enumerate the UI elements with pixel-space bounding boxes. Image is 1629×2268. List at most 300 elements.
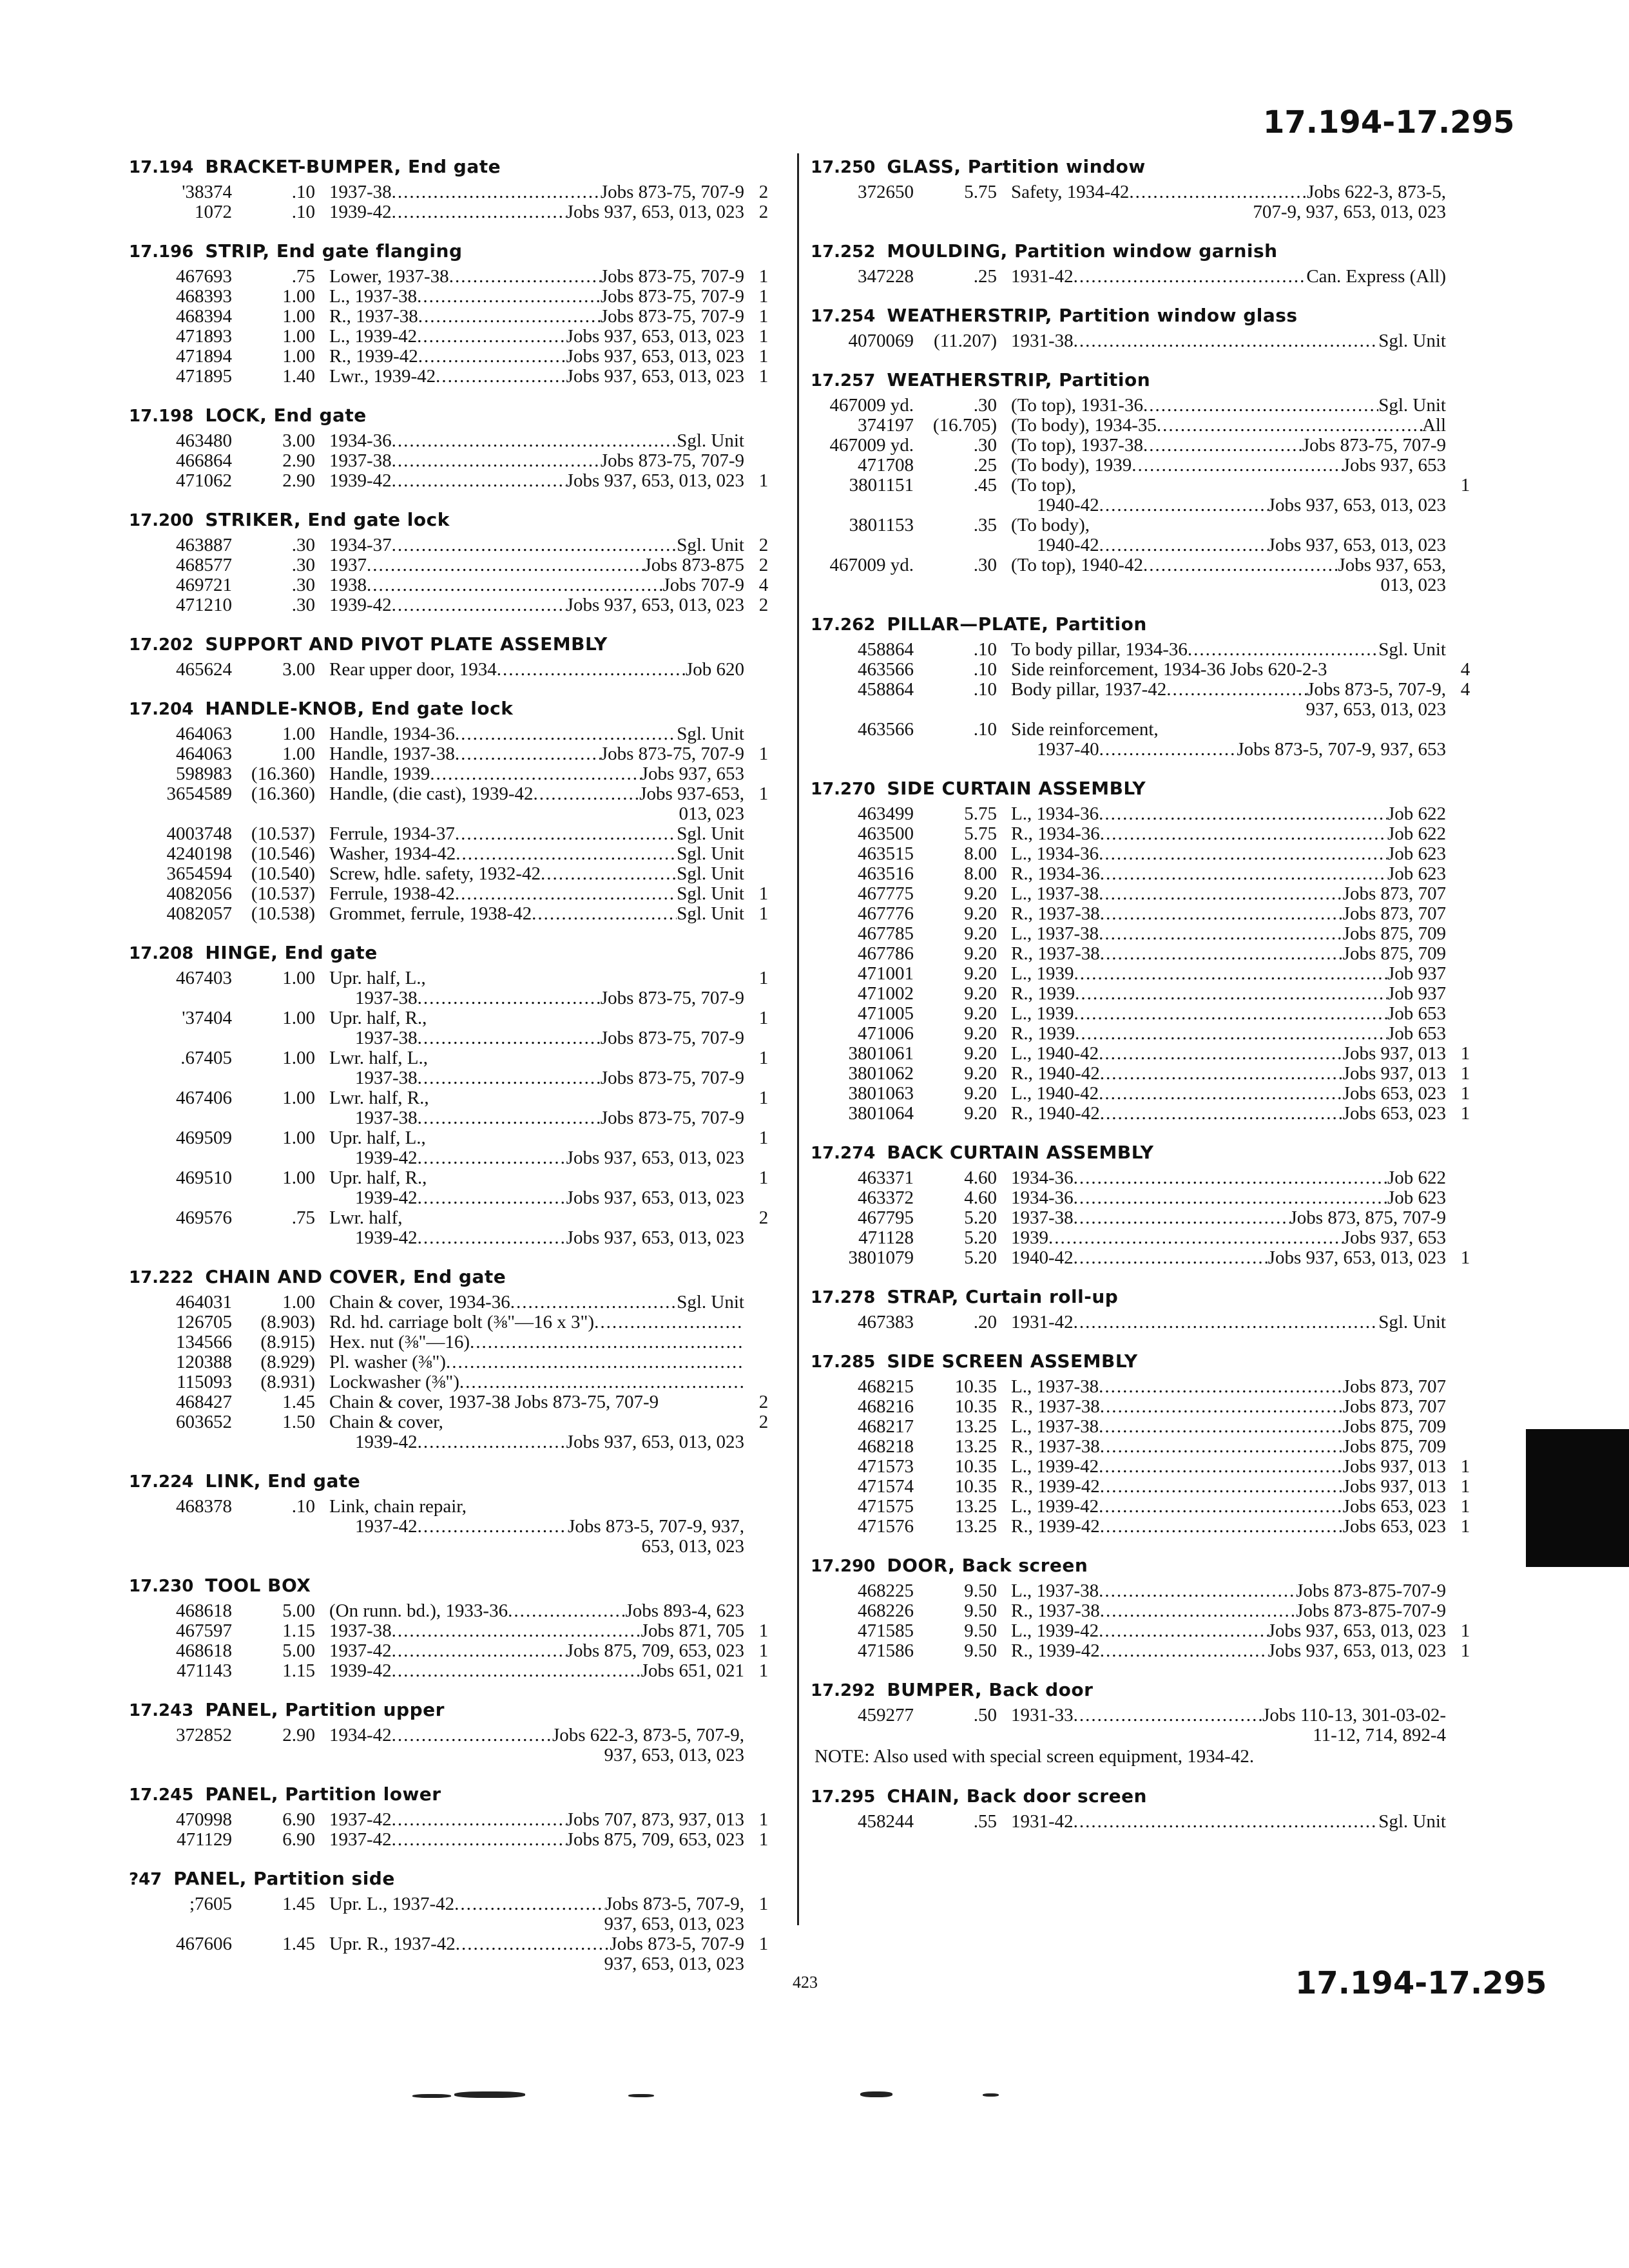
description-text: Side reinforcement, 1934-36 Jobs 620-2-3 [1011,659,1327,680]
part-price: 10.35 [954,1376,997,1397]
part-price: 2.90 [282,1725,315,1745]
part-price: 4.60 [964,1187,997,1208]
quantity: 1 [758,366,769,387]
description-leader-line [329,744,744,764]
description-leader-line [1011,1477,1446,1497]
part-description [329,1372,744,1392]
description-leader-line [1011,456,1446,476]
description-leader-line [1011,1517,1446,1537]
part-description [329,1312,744,1332]
part-row [811,476,1485,515]
section-title: CHAIN AND COVER, End gate [205,1266,506,1287]
description-text: 1934-36 [329,430,392,451]
part-description [329,724,744,744]
job-applicability: Job 623 [1387,863,1446,884]
part-row [129,367,783,387]
part-number: 471128 [858,1227,914,1248]
part-row [811,1706,1485,1745]
part-number: 126705 [176,1312,232,1332]
description-leader-line [1011,964,1446,984]
catalog-section [129,1698,783,1765]
part-number: 468394 [176,306,232,327]
job-applicability: Jobs 653, 023 [1342,1103,1446,1124]
description-leader-line [329,347,744,367]
part-row [811,1477,1485,1497]
job-applicability: Sgl. Unit [677,883,744,904]
section-number: 17.295 [811,1787,876,1807]
part-price: 9.20 [964,883,997,904]
part-row [129,1830,783,1850]
job-applicability: Job 623 [1387,1187,1446,1208]
section-title: SUPPORT AND PIVOT PLATE ASSEMBLY [205,633,608,655]
quantity: 4 [1460,659,1470,680]
part-row [129,1725,783,1765]
part-description [1011,476,1446,515]
part-row [811,824,1485,844]
part-description [329,1894,744,1934]
part-number: 1072 [195,202,232,222]
job-applicability: Jobs 873, 707 [1342,883,1446,904]
catalog-section [129,1867,783,1974]
part-description [1011,436,1446,456]
section-title: WEATHERSTRIP, Partition [887,369,1151,390]
part-row [811,1812,1485,1832]
job-applicability: Jobs 651, 021 [641,1660,744,1681]
job-applicability: Jobs 875, 709 [1342,1416,1446,1437]
section-number: 17.196 [129,242,194,262]
job-applicability: Jobs 873-75, 707-9 [600,988,744,1008]
part-price: 1.00 [282,1088,315,1108]
job-applicability: Jobs 937, 653, 013, 023 [566,202,744,222]
part-number: 471586 [858,1640,914,1661]
description-text: R., 1937-38 [1011,903,1100,924]
description-text: 1940-42 [1011,1247,1074,1268]
part-row [129,884,783,904]
part-price: 10.35 [954,1456,997,1477]
leader-dots [418,1432,566,1452]
job-applicability: Sgl. Unit [677,843,744,864]
part-row [811,1397,1485,1417]
description-leader-line [329,1372,744,1392]
description-text: 1931-33 [1011,1705,1074,1725]
job-applicability: Jobs 873-75, 707-9 [600,286,744,307]
quantity: 2 [758,182,769,202]
job-applicability-continued: 11-12, 714, 892-4 [1313,1725,1446,1745]
leader-dots [1143,555,1338,575]
part-number: 468225 [858,1581,914,1601]
description-text: R., 1939-42 [1011,1640,1100,1661]
part-row [129,327,783,347]
part-description [329,367,744,387]
part-row [129,864,783,884]
part-price: 9.50 [964,1600,997,1621]
part-row [129,968,783,1008]
quantity: 1 [1460,475,1470,495]
description-leader-line [329,1352,744,1372]
part-row [811,396,1485,416]
part-price: .45 [973,475,997,495]
year-range: 1939-42 [355,1432,418,1452]
part-price: 1.00 [282,1128,315,1148]
description-text: (To top), 1937-38 [1011,435,1143,456]
section-number: 17.257 [811,371,876,390]
job-applicability: Job 653 [1387,1003,1446,1024]
leader-dots [367,575,663,595]
part-number: 467383 [858,1312,914,1332]
leader-dots [455,724,677,744]
job-applicability: Jobs 873-5, 707-9, [605,1894,744,1914]
part-description [1011,720,1446,760]
part-row [129,1601,783,1621]
part-description [1011,1706,1446,1745]
part-price: 9.20 [964,923,997,944]
job-applicability: Job 620 [685,659,744,680]
thumb-index-tab [1526,1429,1629,1567]
part-price: (10.540) [251,863,315,884]
section-number: 17.292 [811,1681,876,1700]
part-price: (11.207) [934,331,997,351]
quantity: 1 [1460,1103,1470,1124]
job-applicability: Jobs 873-75, 707-9 [600,1108,744,1128]
section-heading [129,941,783,966]
section-heading [129,632,783,657]
quantity: 1 [758,968,769,988]
section-heading [129,155,783,180]
part-price: .10 [291,1496,315,1517]
description-text: L., 1940-42 [1011,1083,1099,1104]
description-leader-line [1011,495,1446,515]
quantity: 1 [758,326,769,347]
leader-dots [1143,436,1302,456]
part-price: 9.20 [964,1003,997,1024]
quantity: 1 [758,1809,769,1830]
section-title: SIDE CURTAIN ASSEMBLY [887,778,1146,799]
part-number: '37404 [182,1008,232,1028]
part-number: '38374 [182,182,232,202]
job-applicability-continued: 937, 653, 013, 023 [604,1914,744,1934]
year-range: 1939-42 [355,1227,418,1248]
description-text: Ferrule, 1934-37 [329,823,455,844]
part-row [811,804,1485,824]
part-number: 4240198 [166,843,232,864]
part-price: 6.90 [282,1809,315,1830]
year-range: 1937-38 [355,1028,418,1048]
description-leader-line [1011,1621,1446,1641]
part-number: 471575 [858,1496,914,1517]
description-leader-line [329,1641,744,1661]
part-row [129,1392,783,1412]
leader-dots [1075,984,1387,1004]
job-applicability: Jobs 873, 875, 707-9 [1289,1207,1446,1228]
part-number: 347228 [858,266,914,287]
part-number: 471005 [858,1003,914,1024]
leader-dots [1099,535,1268,555]
part-row [811,456,1485,476]
description-leader-line [329,864,744,884]
part-row [129,431,783,451]
part-number: 134566 [176,1332,232,1352]
scan-smudge [454,2091,525,2098]
part-row [811,1601,1485,1621]
part-row [129,1208,783,1248]
description-leader-line [329,1810,744,1830]
description-text: (To top), 1940-42 [1011,555,1143,575]
part-row [129,1372,783,1392]
leader-dots [454,1894,605,1914]
description-text: L., 1939-42 [329,326,418,347]
part-number: 4070069 [848,331,914,351]
description-leader-line [1011,640,1446,660]
leader-dots [1166,680,1307,700]
scan-smudge [983,2093,999,2097]
description-line: Upr. half, L., [329,968,426,988]
job-applicability: Jobs 937, 653 [1342,455,1446,476]
part-price: (16.360) [251,764,315,784]
job-applicability: Job 623 [1387,843,1446,864]
job-applicability-continued: 653, 013, 023 [641,1536,744,1557]
description-text: R., 1937-38 [1011,943,1100,964]
job-applicability: Sgl. Unit [1378,639,1446,660]
job-applicability: Job 622 [1387,803,1446,824]
catalog-section [129,1782,783,1850]
description-leader-line [1011,1312,1446,1332]
description-leader-line [329,1830,744,1850]
quantity: 1 [758,346,769,367]
job-applicability: Sgl. Unit [677,863,744,884]
leader-dots [1132,456,1342,476]
job-applicability: Jobs 937, 653, 013, 023 [1268,1620,1446,1641]
part-row [811,1437,1485,1457]
description-leader-line [1011,555,1446,575]
description-text: 1931-42 [1011,1312,1074,1332]
page-range-header: 17.194-17.295 [1263,104,1515,140]
part-description [1011,267,1446,287]
part-price: .10 [973,719,997,740]
job-applicability: Jobs 937, 653, 013, 023 [566,1227,744,1248]
description-text: L., 1934-36 [1011,843,1099,864]
section-title: PANEL, Partition side [173,1868,395,1889]
part-number: 374197 [858,415,914,436]
description-leader-line [329,1661,744,1681]
description-text: L., 1939-42 [1011,1456,1099,1477]
part-number: 469721 [176,575,232,595]
job-applicability: Jobs 873-75, 707-9 [600,1068,744,1088]
description-leader-line [1011,1044,1446,1064]
leader-dots [470,1332,744,1352]
job-applicability: Jobs 110-13, 301-03-02- [1262,1705,1446,1725]
part-row [811,331,1485,351]
catalog-section [811,1678,1485,1767]
description-text: L., 1939 [1011,963,1074,984]
leader-dots [418,1068,601,1088]
description-leader-line [1011,416,1446,436]
part-number: 463515 [858,843,914,864]
leader-dots [1099,1417,1343,1437]
quantity: 1 [758,470,769,491]
part-row [811,267,1485,287]
description-leader-line [1011,884,1446,904]
part-number: 469576 [176,1207,232,1228]
leader-dots [1074,1812,1379,1832]
part-price: .35 [973,515,997,535]
description-leader-line [1011,1377,1446,1397]
part-row [811,924,1485,944]
part-price: 6.90 [282,1829,315,1850]
part-description [329,1412,744,1452]
part-price: 1.15 [282,1660,315,1681]
leader-dots [456,1934,610,1954]
part-row [811,416,1485,436]
part-number: 372852 [176,1725,232,1745]
quantity: 2 [758,1207,769,1228]
description-leader-line [1011,944,1446,964]
part-description [1011,864,1446,884]
leader-dots [459,1372,744,1392]
part-row [129,1621,783,1641]
part-price: 1.00 [282,1008,315,1028]
leader-dots [430,764,641,784]
part-number: 3654589 [166,783,232,804]
job-applicability: Jobs 871, 705 [641,1620,744,1641]
quantity: 2 [758,202,769,222]
description-leader-line [329,575,744,595]
job-applicability: Sgl. Unit [1378,395,1446,416]
part-number: 467406 [176,1088,232,1108]
leader-dots [508,1601,625,1621]
leader-dots [392,202,566,222]
part-description [329,784,744,824]
part-description [329,1048,744,1088]
part-description [329,864,744,884]
part-row [811,1497,1485,1517]
leader-dots [541,864,677,884]
job-applicability: Jobs 937, 653 [1342,1227,1446,1248]
year-range: 1937-42 [355,1516,418,1537]
part-price: 1.45 [282,1392,315,1412]
part-price: .75 [291,266,315,287]
part-number: 467785 [858,923,914,944]
part-number: 464063 [176,744,232,764]
description-leader-line [329,287,744,307]
leader-dots [1074,1208,1290,1228]
part-price: 9.20 [964,1063,997,1084]
section-heading [129,1573,783,1599]
part-description [1011,1397,1446,1417]
scan-smudge [628,2094,654,2097]
leader-dots [418,1228,566,1248]
part-price: 1.00 [282,744,315,764]
part-number: 603652 [176,1412,232,1432]
job-applicability: Jobs 937, 653, 013, 023 [566,1432,744,1452]
job-applicability: Jobs 873-875-707-9 [1296,1581,1446,1601]
part-row [811,1581,1485,1601]
part-row [811,1248,1485,1268]
part-price: 1.00 [282,724,315,744]
section-title: CHAIN, Back door screen [887,1785,1147,1807]
description-text: 1937-38 [1011,1207,1074,1228]
leader-dots [1099,495,1268,515]
quantity: 1 [758,1088,769,1108]
job-applicability: Jobs 937-653, [639,783,744,804]
leader-dots [510,1293,677,1312]
description-text: 1939-42 [329,1660,392,1681]
part-price: 5.75 [964,182,997,202]
job-applicability: Jobs 873, 707 [1342,903,1446,924]
part-row [811,984,1485,1004]
part-description [329,287,744,307]
part-price: 9.50 [964,1581,997,1601]
part-description [329,307,744,327]
description-text: 1934-37 [329,535,392,555]
job-applicability-continued: 937, 653, 013, 023 [1306,699,1446,720]
description-text: 1939-42 [329,470,392,491]
part-row [811,904,1485,924]
part-description [1011,1457,1446,1477]
part-number: 471002 [858,983,914,1004]
part-number: 467776 [858,903,914,924]
job-applicability: Jobs 873-75, 707-9 [600,1028,744,1048]
part-price: .30 [973,395,997,416]
part-row [129,1048,783,1088]
quantity: 1 [1460,1063,1470,1084]
description-text: Screw, hdle. safety, 1932-42 [329,863,541,884]
description-leader-line [1011,1064,1446,1084]
description-leader-line [1011,1084,1446,1104]
description-line: Lwr. half, [329,1207,403,1228]
part-row [811,1104,1485,1124]
quantity: 1 [758,1660,769,1681]
job-applicability: Jobs 875, 709, 653, 023 [566,1640,744,1661]
part-number: 471708 [858,455,914,476]
description-line: Upr. half, L., [329,1128,426,1148]
description-text: 1938 [329,575,367,595]
leader-dots [417,287,601,307]
part-number: 120388 [176,1352,232,1372]
description-leader-line [329,431,744,451]
leader-dots [1074,1706,1262,1725]
part-number: 468393 [176,286,232,307]
job-applicability: Jobs 707, 873, 937, 013 [566,1809,744,1830]
description-text: L., 1937-38 [1011,1376,1099,1397]
description-text: 1939-42 [329,202,392,222]
job-applicability: Sgl. Unit [677,823,744,844]
part-price: 9.50 [964,1640,997,1661]
section-heading [811,1553,1485,1579]
section-heading [811,155,1485,180]
description-leader-line [1011,1248,1446,1268]
section-heading [811,1140,1485,1166]
part-description [329,1621,744,1641]
description-leader-line [329,784,744,804]
part-number: 467009 yd. [829,435,914,456]
job-applicability: Sgl. Unit [1378,1312,1446,1332]
part-number: 463499 [858,803,914,824]
part-number: 463371 [858,1168,914,1188]
part-row [811,436,1485,456]
part-price: 9.20 [964,903,997,924]
quantity: 1 [758,1048,769,1068]
description-text: Pl. washer (⅜") [329,1352,446,1372]
part-row [811,555,1485,595]
section-title: SIDE SCREEN ASSEMBLY [887,1350,1138,1372]
section-number: 17.204 [129,700,194,719]
description-leader-line [329,988,744,1008]
description-line: Link, chain repair, [329,1496,467,1517]
description-text: R., 1939-42 [1011,1516,1100,1537]
description-text: 1939-42 [329,595,392,615]
part-number: ;7605 [189,1894,232,1914]
part-price: 9.20 [964,1043,997,1064]
